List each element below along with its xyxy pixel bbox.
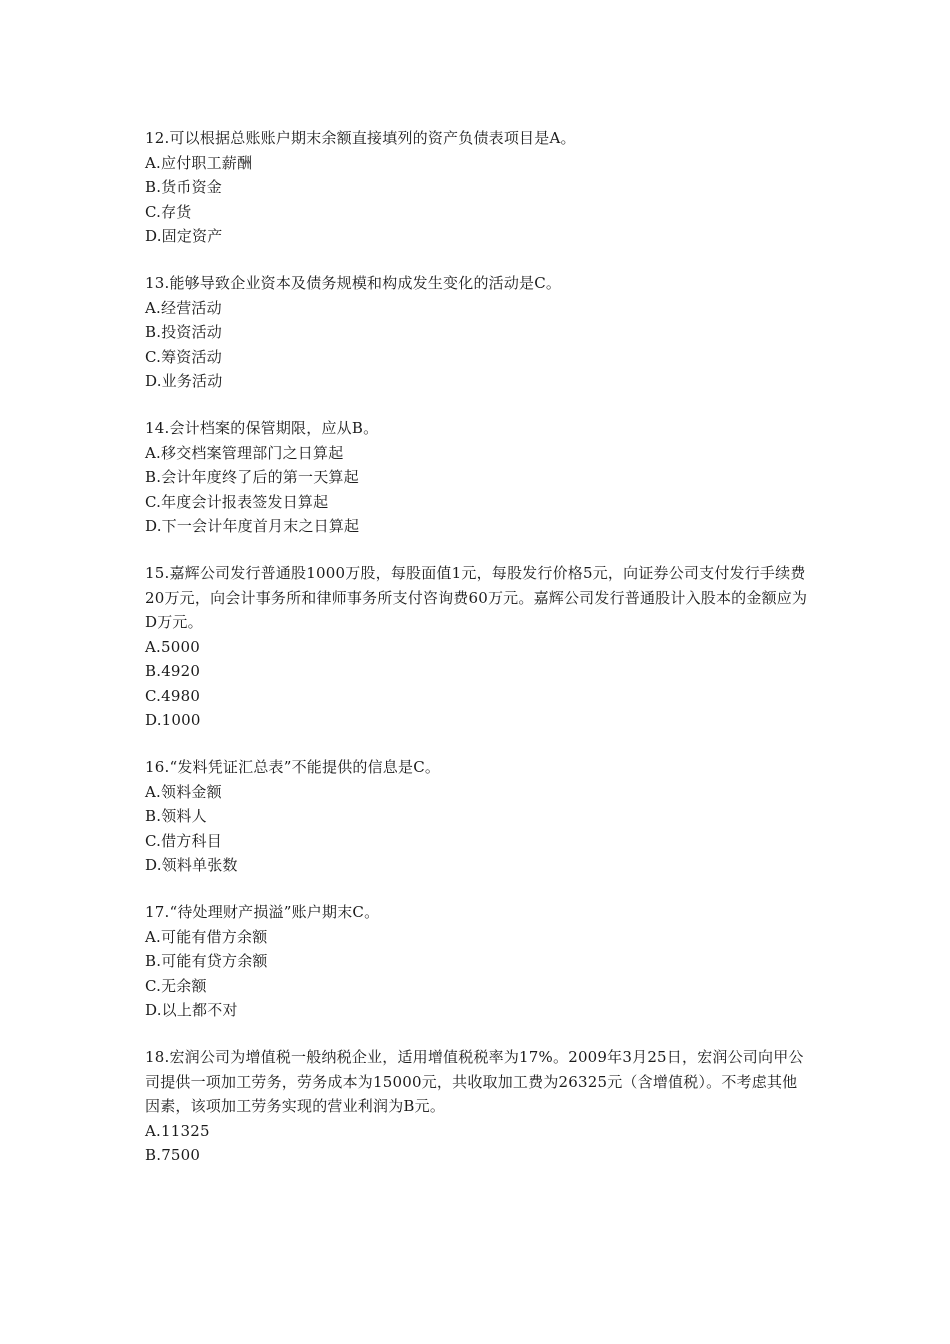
option-b: B.可能有贷方余额 [145, 952, 268, 971]
option-a: A.应付职工薪酬 [145, 153, 253, 172]
option-b: B.7500 [145, 1146, 201, 1165]
option-c: C.4980 [145, 686, 201, 705]
question-16 [145, 755, 810, 878]
question-stem: 12.可以根据总账账户期末余额直接填列的资产负债表项目是A。 [145, 129, 576, 147]
option-d: D.1000 [145, 711, 201, 730]
option-d: D.固定资产 [145, 227, 223, 246]
question-15 [145, 561, 810, 733]
question-12 [145, 126, 810, 249]
option-a: A.领料金额 [145, 782, 222, 801]
option-a: A.5000 [145, 637, 200, 656]
question-stem: 17.“待处理财产损溢”账户期末C。 [145, 903, 380, 922]
option-b: B.投资活动 [145, 323, 222, 342]
option-b: B.货币资金 [145, 178, 222, 197]
option-d: D.业务活动 [145, 372, 223, 391]
question-stem: 13.能够导致企业资本及债务规模和构成发生变化的活动是C。 [145, 273, 562, 292]
option-c: C.存货 [145, 202, 192, 221]
option-a: A.可能有借方余额 [145, 927, 268, 946]
option-a: A.11325 [145, 1121, 210, 1140]
option-b: B.4920 [145, 662, 201, 681]
option-b: B.领料人 [145, 807, 207, 826]
question-stem: 16.“发料凭证汇总表”不能提供的信息是C。 [145, 758, 441, 777]
question-13 [145, 271, 810, 394]
option-c: C.筹资活动 [145, 347, 222, 366]
question-stem: 15.嘉辉公司发行普通股1000万股，每股面值1元，每股发行价格5元，向证券公司支付发行手续费20万元，向会计事务所和律师事务所支付咨询费60万元。嘉辉公司发行普通股计入股本的金额应为D万元。 [145, 563, 808, 632]
question-18 [145, 1045, 810, 1168]
option-c: C.年度会计报表签发日算起 [145, 492, 329, 511]
option-a: A.移交档案管理部门之日算起 [145, 443, 344, 462]
option-c: C.无余额 [145, 976, 207, 995]
question-stem: 18.宏润公司为增值税一般纳税企业，适用增值税税率为17%。2009年3月25日，宏润公司向甲公司提供一项加工劳务，劳务成本为15000元，共收取加工费为26325元（含增值税）。不考虑其他因素，该项加工劳务实现的营业利润为B元。 [145, 1048, 804, 1116]
option-b: B.会计年度终了后的第一天算起 [145, 468, 359, 487]
option-d: D.领料单张数 [145, 856, 238, 875]
document-page [145, 126, 810, 1190]
option-a: A.经营活动 [145, 298, 222, 317]
question-14 [145, 416, 810, 539]
option-d: D.下一会计年度首月末之日算起 [145, 517, 360, 536]
option-c: C.借方科目 [145, 831, 222, 850]
question-stem: 14.会计档案的保管期限，应从B。 [145, 418, 379, 437]
question-17 [145, 900, 810, 1023]
option-d: D.以上都不对 [145, 1001, 238, 1020]
